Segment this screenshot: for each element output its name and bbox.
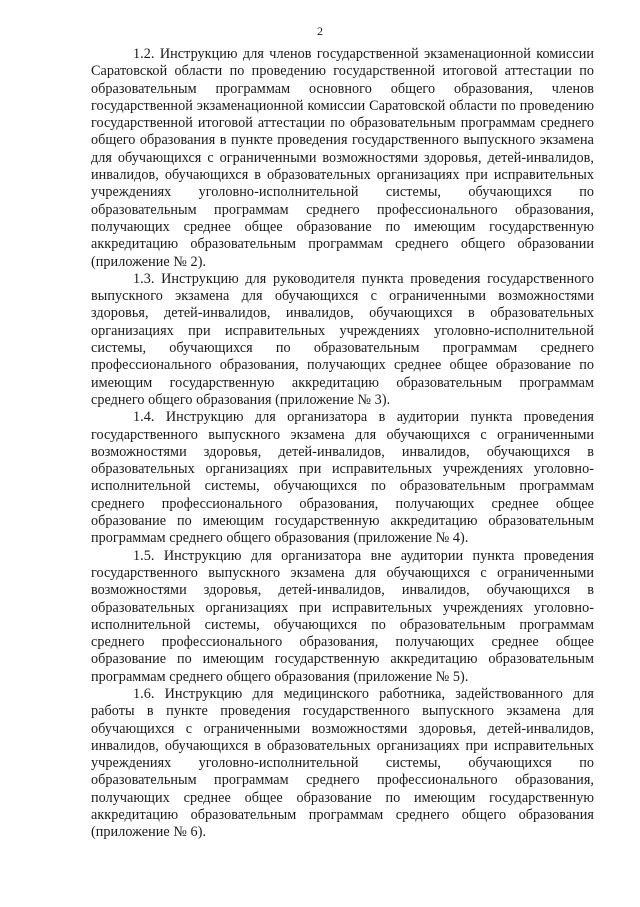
paragraph-1-3: 1.3. Инструкцию для руководителя пункта проведения государственного выпускного экзамена для обучающихся с ограниченными возможностями здоровья, детей-инвалидов, инвалидов, обучающихся в образовательных организациях при исправительных учреждениях уголовно-исполнительной системы, обучающихся по образовательным программам среднего профессионального образования, получающих среднее общее образование по имеющим государственную аккредитацию образовательным программам среднего общего образования (приложение № 3).: [91, 270, 594, 408]
paragraph-1-5: 1.5. Инструкцию для организатора вне аудитории пункта проведения государственного выпускного экзамена для обучающихся с ограниченными возможностями здоровья, детей-инвалидов, инвалидов, обучающихся в образовательных организациях при исправительных учреждениях уголовно-исполнительной системы, обучающихся по образовательным программам среднего профессионального образования, получающих среднее общее образование по имеющим государственную аккредитацию образовательным программам среднего общего образования (приложение № 5).: [91, 547, 594, 685]
paragraph-1-4: 1.4. Инструкцию для организатора в аудитории пункта проведения государственного выпускного экзамена для обучающихся с ограниченными возможностями здоровья, детей-инвалидов, инвалидов, обучающихся в образовательных организациях при исправительных учреждениях уголовно-исполнительной системы, обучающихся по образовательным программам среднего профессионального образования, получающих среднее общее образование по имеющим государственную аккредитацию образовательным программам среднего общего образования (приложение № 4).: [91, 409, 594, 547]
document-body: [91, 46, 594, 842]
paragraph-1-6: 1.6. Инструкцию для медицинского работника, задействованного для работы в пункте проведения государственного выпускного экзамена для обучающихся с ограниченными возможностями здоровья, детей-инвалидов, инвалидов, обучающихся в образовательных организациях при исправительных учреждениях уголовно-исполнительной системы, обучающихся по образовательным программам среднего профессионального образования, получающих среднее общее образование по имеющим государственную аккредитацию образовательным программам среднего общего образования (приложение № 6).: [91, 685, 594, 841]
page-number: 2: [317, 24, 323, 38]
paragraph-1-2: 1.2. Инструкцию для членов государственной экзаменационной комиссии Саратовской области по проведению государственной итоговой аттестации по образовательным программам основного общего образования, членов государственной экзаменационной комиссии Саратовской области по проведению государственной итоговой аттестации по образовательным программам среднего общего образования в пункте проведения государственного выпускного экзамена для обучающихся с ограниченными возможностями здоровья, детей-инвалидов, инвалидов, обучающихся в образовательных организациях при исправительных учреждениях уголовно-исполнительной системы, обучающихся по образовательным программам среднего профессионального образования, получающих среднее общее образование по имеющим государственную аккредитацию образовательным программам среднего общего образовании (приложение № 2).: [91, 46, 594, 270]
